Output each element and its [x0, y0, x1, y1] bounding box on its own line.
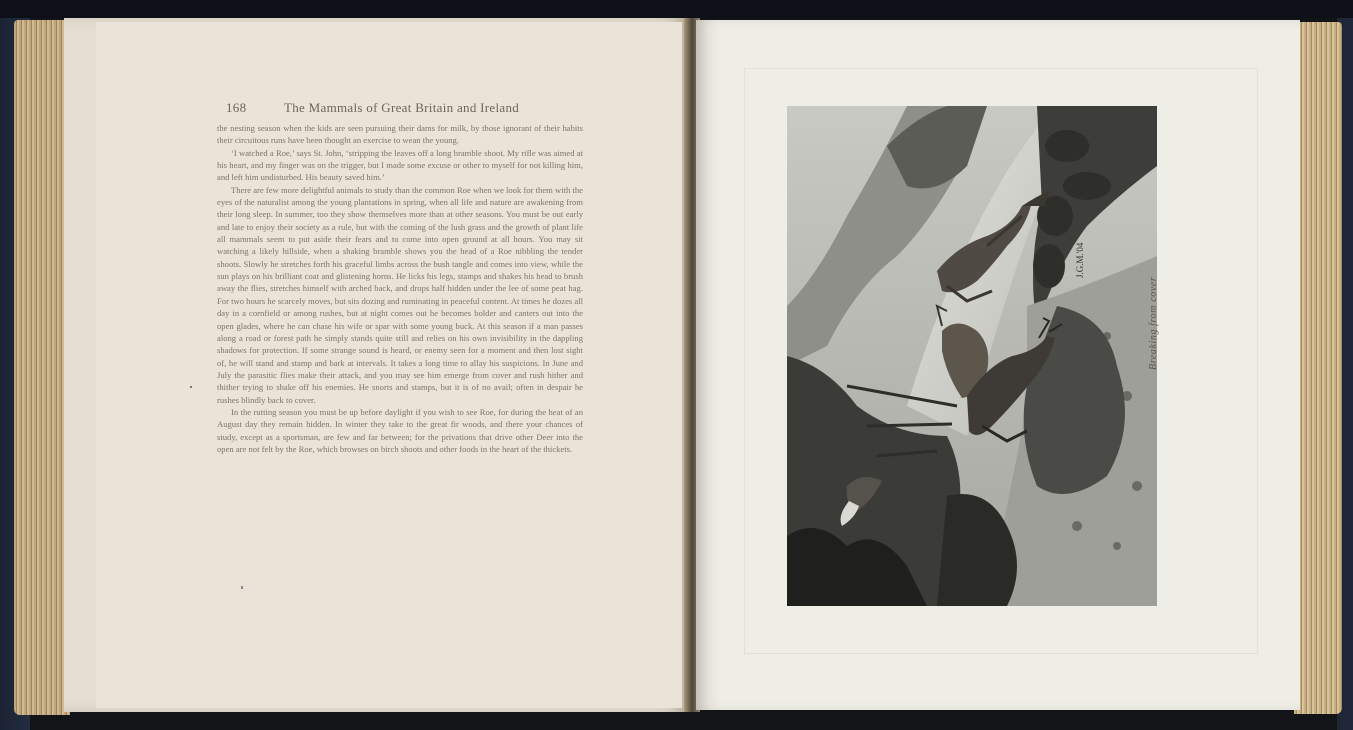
- body-text: [217, 122, 583, 582]
- page-header: [226, 100, 586, 118]
- deer-engraving-illustration: [787, 106, 1157, 606]
- background-top: [0, 0, 1353, 18]
- artist-signature: J.G.M.'04: [1075, 242, 1085, 278]
- paper-speck: [190, 386, 192, 388]
- page-edges-right: [1294, 22, 1342, 714]
- paragraph: There are few more delightful animals to study than the common Roe when we look for them with the eyes of the naturalist among the young plantations in spring, when all life and nature are awakening from their long sleep. In summer, too they show themselves more than at other seasons. You must be out early and late to enjoy their society as a rule, but with the coming of the lush grass and the growth of plant life all mammals seem to put aside their fears and to come into open ground at all hours. You may sit watching a likely hillside, when a shaking bramble shows you the head of a Roe nibbling the tender shoots. Slowly he stretches forth his graceful limbs across the bush tangle and comes into view, while the sun plays on his brilliant coat and glistening horns. He licks his legs, stamps and shakes his head to brush away the flies, stretches himself with arched back, and drops half hidden under the lee of some peat hag. For two hours he scarcely moves, but sits dozing and ruminating in peaceful content. At times he dozes all day in a cornfield or among rushes, but at night comes out he becomes bolder and canters out into the open glades, where he can chase his wife or spar with some young buck. At this season if a man passes along a road or forest path he simply stands quite still and relies on his own invisibility in the dappling shadows for protection. If some strange sound is heard, or enemy seen for a moment and then lost sight of, he will stand and stamp and bark at intervals. It takes a long time to allay his suspicions. In June and July the parasitic flies make their attack, and you may see him emerge from cover and rush hither and thither trying to shake off his enemies. He snorts and stamps, but it is of no avail; often in despair he rushes blindly back to cover.: [217, 184, 583, 405]
- plate-caption: Breaking from cover: [1148, 276, 1159, 370]
- paragraph: In the rutting season you must be up before daylight if you wish to see Roe, for during the heat of an August day they remain hidden. In winter they take to the great fir woods, and there your chances of study, except as a sportsman, are few and far between; for the privations that drive other Deer into the open are not felt by the Roe, which browses on birch shoots and other foods in the heart of the thickets.: [217, 406, 583, 454]
- page-number: 168: [226, 100, 247, 115]
- running-head: The Mammals of Great Britain and Ireland: [284, 100, 520, 115]
- engraving-plate: [787, 106, 1157, 606]
- paragraph: ‘I watched a Roe,’ says St. John, ‘stripping the leaves off a long bramble shoot. My rifle was aimed at his heart, and my finger was on the trigger, but I made some excuse or other to myself for not killing him, and left him undisturbed. His beauty saved him.’: [217, 147, 583, 183]
- paragraph: the nesting season when the kids are seen pursuing their dams for milk, by those ignorant of their habits their circuitous runs have been thought an exercise to wean the young.: [217, 123, 583, 146]
- page-edges-left: [14, 20, 70, 715]
- paper-speck: [241, 586, 243, 589]
